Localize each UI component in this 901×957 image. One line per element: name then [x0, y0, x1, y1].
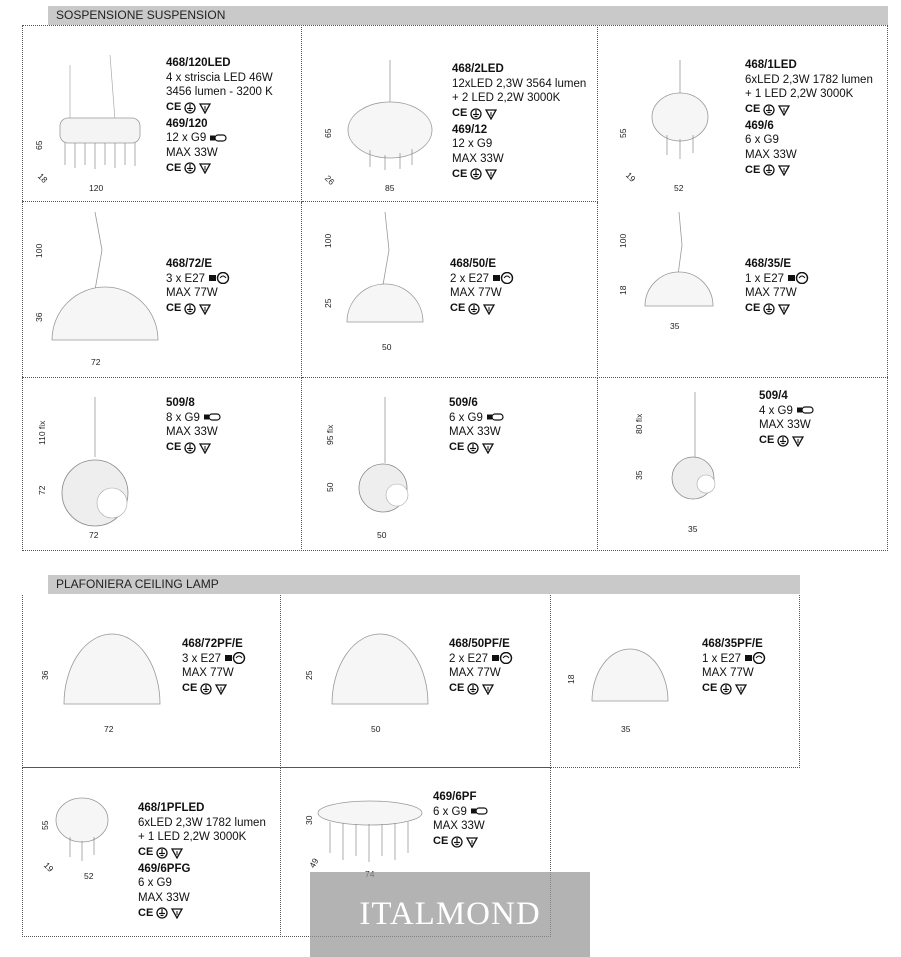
lamp-drawing-dome-35 — [642, 210, 717, 310]
spec-text: MAX 77W — [182, 667, 234, 679]
spec-text: 468/50/E — [450, 258, 497, 270]
spec-block — [166, 396, 221, 457]
certification-marks — [166, 302, 230, 316]
triangle-mark — [483, 303, 495, 315]
spec-block — [745, 257, 809, 318]
spec-line — [166, 131, 273, 146]
lamp-drawing-ceiling-72 — [62, 628, 162, 708]
spec-text: MAX 33W — [449, 426, 501, 438]
dim-width: 120 — [89, 183, 104, 193]
e27-bulb-icon — [224, 652, 246, 664]
dim-height-sphere: 35 — [634, 470, 644, 480]
spec-text: 12xLED 2,3W 3564 lumen — [452, 77, 587, 90]
product-code — [138, 862, 266, 877]
triangle-mark — [482, 442, 494, 454]
spec-text: MAX 77W — [745, 287, 797, 299]
e27-bulb-icon — [787, 272, 809, 284]
triangle-mark — [778, 164, 790, 176]
ce-mark: CE — [166, 161, 182, 174]
product-code — [449, 396, 504, 411]
ce-mark: CE — [745, 163, 761, 176]
dim-height: 55 — [618, 128, 628, 138]
product-code — [166, 56, 273, 71]
product-code — [166, 257, 230, 272]
spec-text: 468/72/E — [166, 258, 213, 270]
ce-mark: CE — [702, 682, 718, 695]
ground-icon — [184, 442, 196, 454]
triangle-mark — [199, 162, 211, 174]
lamp-drawing-cluster-small — [645, 55, 715, 165]
spec-text: 469/6PFG — [138, 862, 191, 875]
spec-text: 468/1LED — [745, 59, 797, 71]
dim-width: 72 — [91, 357, 101, 367]
dim-width: 35 — [621, 724, 631, 734]
ce-mark: CE — [166, 101, 182, 114]
ground-icon — [156, 907, 168, 919]
ground-icon — [763, 303, 775, 315]
dim-depth: 18 — [35, 171, 50, 185]
dim-width: 35 — [688, 524, 698, 534]
lamp-drawing-ceiling-cluster — [52, 795, 112, 865]
ce-mark: CE — [449, 441, 465, 454]
spec-block — [138, 801, 266, 922]
ground-icon — [156, 847, 168, 859]
dim-height-shade: 18 — [618, 285, 628, 295]
certification-marks — [745, 163, 873, 177]
triangle-mark — [778, 303, 790, 315]
spec-line — [166, 146, 273, 161]
dim-height: 36 — [40, 670, 50, 680]
spec-line — [450, 272, 514, 287]
spec-text: 468/1PFLED — [138, 802, 205, 814]
ce-mark: CE — [450, 302, 466, 315]
lamp-drawing-ceiling-35 — [590, 645, 670, 705]
g9-bulb-icon — [486, 413, 504, 421]
spec-block — [449, 637, 513, 698]
spec-text: 469/6 — [745, 119, 774, 132]
ce-mark: CE — [759, 434, 775, 447]
spec-text: 12 x G9 — [452, 138, 493, 150]
spec-text: 468/120LED — [166, 57, 231, 69]
spec-line — [166, 411, 221, 426]
dim-depth: 19 — [623, 170, 638, 184]
spec-text: 4 x G9 — [759, 404, 793, 417]
spec-block — [182, 637, 246, 698]
product-code — [433, 790, 488, 805]
certification-marks — [450, 302, 514, 316]
section-title-en: SUSPENSION — [146, 8, 226, 22]
spec-text: MAX 33W — [452, 152, 504, 165]
certification-marks — [166, 101, 273, 115]
ground-icon — [184, 102, 196, 114]
ground-icon — [467, 442, 479, 454]
spec-line — [182, 666, 246, 681]
product-code — [759, 389, 814, 404]
product-code — [745, 119, 873, 134]
spec-text: 1 x E27 — [745, 272, 784, 285]
g9-bulb-icon — [203, 413, 221, 421]
spec-line — [138, 830, 266, 845]
ground-icon — [763, 164, 775, 176]
certification-marks — [745, 302, 809, 316]
spec-text: 6 x G9 — [745, 134, 779, 146]
product-code — [745, 257, 809, 272]
certification-marks — [166, 441, 221, 455]
triangle-mark — [199, 303, 211, 315]
watermark: ITALMOND — [310, 872, 590, 957]
spec-block — [452, 62, 586, 183]
product-code — [452, 123, 586, 138]
spec-block — [449, 396, 504, 457]
certification-marks — [433, 835, 488, 849]
spec-text: 6xLED 2,3W 1782 lumen — [138, 816, 266, 829]
spec-block — [745, 58, 873, 179]
spec-line — [449, 652, 513, 667]
spec-line — [450, 286, 514, 301]
ground-icon — [451, 836, 463, 848]
lamp-drawing-ceiling-50 — [330, 628, 430, 708]
spec-line — [745, 148, 873, 163]
spec-text: + 2 LED 2,2W 3000K — [452, 92, 561, 104]
spec-line — [138, 891, 266, 906]
ce-mark: CE — [166, 441, 182, 454]
e27-bulb-icon — [491, 652, 513, 664]
spec-line — [702, 652, 766, 667]
certification-marks — [449, 441, 504, 455]
spec-text: 12 x G9 — [166, 132, 207, 144]
e27-bulb-icon — [208, 272, 230, 284]
spec-text: + 1 LED 2,2W 3000K — [745, 88, 854, 100]
certification-marks — [166, 161, 273, 175]
spec-line — [452, 91, 586, 106]
spec-line — [745, 73, 873, 88]
dim-height-shade: 36 — [34, 312, 44, 322]
ce-mark: CE — [182, 682, 198, 695]
spec-text: 2 x E27 — [449, 652, 488, 665]
certification-marks — [449, 682, 513, 696]
spec-text: 3 x E27 — [182, 652, 221, 665]
ground-icon — [467, 683, 479, 695]
spec-text: 8 x G9 — [166, 411, 200, 424]
spec-line — [166, 85, 273, 100]
dim-height: 95 fix — [325, 424, 335, 445]
triangle-mark — [792, 435, 804, 447]
spec-line — [452, 77, 586, 92]
ground-icon — [720, 683, 732, 695]
g9-bulb-icon — [470, 807, 488, 815]
spec-block — [759, 389, 814, 450]
ce-mark: CE — [745, 302, 761, 315]
product-code — [166, 117, 273, 132]
spec-text: MAX 33W — [166, 426, 218, 438]
dim-depth: 49 — [307, 856, 321, 870]
spec-text: 509/8 — [166, 397, 195, 409]
spec-line — [166, 286, 230, 301]
g9-bulb-icon — [796, 406, 814, 414]
product-code — [182, 637, 246, 652]
certification-marks — [745, 103, 873, 117]
spec-text: MAX 33W — [166, 146, 218, 159]
triangle-mark — [485, 108, 497, 120]
triangle-mark — [199, 102, 211, 114]
certification-marks — [452, 107, 586, 121]
dim-height: 30 — [304, 815, 314, 825]
dim-height: 18 — [566, 674, 576, 684]
g9-bulb-icon — [209, 134, 227, 142]
dim-height: 65 — [323, 128, 333, 138]
spec-text: 468/50PF/E — [449, 638, 510, 650]
spec-text: 6xLED 2,3W 1782 lumen — [745, 73, 873, 86]
spec-text: 469/12 — [452, 123, 488, 136]
spec-text: 509/4 — [759, 390, 788, 402]
ground-icon — [184, 162, 196, 174]
ground-icon — [200, 683, 212, 695]
certification-marks — [138, 906, 266, 920]
spec-text: MAX 33W — [138, 891, 190, 904]
product-code — [702, 637, 766, 652]
lamp-drawing-linear-led — [55, 50, 155, 180]
lamp-drawing-ceiling-linear — [315, 798, 425, 868]
dim-height: 100 — [323, 233, 333, 248]
lamp-drawing-cluster — [340, 55, 440, 175]
ground-icon — [470, 108, 482, 120]
spec-line — [433, 819, 488, 834]
dim-height-shade: 25 — [323, 298, 333, 308]
spec-text: MAX 77W — [166, 287, 218, 299]
dim-width: 72 — [104, 724, 114, 734]
product-code — [166, 396, 221, 411]
spec-line — [745, 133, 873, 148]
ce-mark: CE — [138, 906, 154, 919]
dim-width: 85 — [385, 183, 395, 193]
spec-line — [759, 404, 814, 419]
spec-line — [745, 87, 873, 102]
dim-depth: 26 — [322, 173, 337, 187]
spec-line — [433, 805, 488, 820]
spec-text: 468/2LED — [452, 63, 504, 75]
triangle-mark — [735, 683, 747, 695]
spec-line — [138, 876, 266, 891]
lamp-drawing-dome-72 — [50, 210, 160, 345]
section-title-it: PLAFONIERA — [56, 577, 132, 591]
spec-line — [702, 666, 766, 681]
triangle-mark — [171, 847, 183, 859]
lamp-drawing-sphere-35 — [668, 390, 723, 505]
ground-icon — [777, 435, 789, 447]
certification-marks — [138, 846, 266, 860]
ground-icon — [763, 104, 775, 116]
ce-mark: CE — [452, 167, 468, 180]
dim-height: 100 — [34, 243, 44, 258]
spec-text: 468/35/E — [745, 258, 792, 270]
dim-height-sphere: 50 — [325, 482, 335, 492]
triangle-mark — [485, 168, 497, 180]
triangle-mark — [778, 104, 790, 116]
spec-line — [166, 272, 230, 287]
product-code — [449, 637, 513, 652]
dim-width: 50 — [382, 342, 392, 352]
spec-text: 469/6PF — [433, 791, 477, 803]
lamp-drawing-sphere-72 — [60, 395, 130, 535]
ground-icon — [184, 303, 196, 315]
dim-width: 52 — [84, 871, 94, 881]
spec-text: + 1 LED 2,2W 3000K — [138, 831, 247, 843]
product-code — [452, 62, 586, 77]
certification-marks — [452, 167, 586, 181]
spec-line — [745, 286, 809, 301]
spec-text: 2 x E27 — [450, 272, 489, 285]
certification-marks — [759, 434, 814, 448]
spec-text: 1 x E27 — [702, 652, 741, 665]
lamp-drawing-dome-50 — [345, 210, 425, 328]
spec-text: 6 x G9 — [433, 805, 467, 818]
spec-text: MAX 33W — [759, 419, 811, 431]
ground-icon — [468, 303, 480, 315]
dim-width: 35 — [670, 321, 680, 331]
e27-bulb-icon — [744, 652, 766, 664]
section-title-it: SOSPENSIONE — [56, 8, 144, 22]
spec-block — [166, 257, 230, 318]
triangle-mark — [215, 683, 227, 695]
e27-bulb-icon — [492, 272, 514, 284]
spec-text: MAX 33W — [433, 820, 485, 832]
spec-text: MAX 77W — [449, 667, 501, 679]
spec-line — [759, 418, 814, 433]
dim-width: 50 — [377, 530, 387, 540]
spec-text: MAX 77W — [450, 287, 502, 299]
dim-height: 100 — [618, 233, 628, 248]
triangle-mark — [482, 683, 494, 695]
spec-line — [449, 666, 513, 681]
dim-height: 55 — [40, 820, 50, 830]
dim-height: 65 — [34, 140, 44, 150]
spec-line — [452, 152, 586, 167]
dim-width: 52 — [674, 183, 684, 193]
spec-block — [450, 257, 514, 318]
product-code — [138, 801, 266, 816]
triangle-mark — [199, 442, 211, 454]
ce-mark: CE — [433, 835, 449, 848]
ground-icon — [470, 168, 482, 180]
spec-text: 4 x striscia LED 46W — [166, 71, 273, 84]
section-header-ceiling — [48, 575, 800, 594]
triangle-mark — [171, 907, 183, 919]
spec-text: 6 x G9 — [138, 877, 172, 889]
certification-marks — [702, 682, 766, 696]
lamp-drawing-sphere-50 — [355, 395, 415, 520]
spec-text: 468/72PF/E — [182, 638, 243, 650]
spec-line — [449, 411, 504, 426]
spec-text: 468/35PF/E — [702, 638, 763, 650]
spec-text: 6 x G9 — [449, 411, 483, 424]
spec-line — [452, 137, 586, 152]
spec-text: MAX 33W — [745, 148, 797, 161]
spec-line — [745, 272, 809, 287]
dim-height: 80 fix — [634, 413, 644, 434]
ce-mark: CE — [166, 302, 182, 315]
product-code — [450, 257, 514, 272]
spec-line — [449, 425, 504, 440]
spec-line — [138, 816, 266, 831]
spec-block — [433, 790, 488, 851]
ce-mark: CE — [138, 846, 154, 859]
spec-text: 509/6 — [449, 397, 478, 409]
spec-line — [166, 71, 273, 86]
section-header-suspension — [48, 6, 888, 25]
spec-text: 3 x E27 — [166, 272, 205, 285]
spec-line — [166, 425, 221, 440]
spec-line — [182, 652, 246, 667]
dim-height: 25 — [304, 670, 314, 680]
dim-width: 50 — [371, 724, 381, 734]
spec-text: 469/120 — [166, 117, 208, 130]
ce-mark: CE — [449, 682, 465, 695]
product-code — [745, 58, 873, 73]
spec-block — [166, 56, 273, 177]
ce-mark: CE — [745, 103, 761, 116]
dim-height: 110 fix — [37, 420, 47, 445]
spec-block — [702, 637, 766, 698]
section-title-en: CEILING LAMP — [134, 577, 219, 591]
ce-mark: CE — [452, 107, 468, 120]
spec-text: 3456 lumen - 3200 K — [166, 86, 273, 98]
dim-depth: 19 — [41, 860, 56, 874]
certification-marks — [182, 682, 246, 696]
dim-height-sphere: 72 — [37, 485, 47, 495]
dim-width: 72 — [89, 530, 99, 540]
triangle-mark — [466, 836, 478, 848]
spec-text: MAX 77W — [702, 667, 754, 679]
